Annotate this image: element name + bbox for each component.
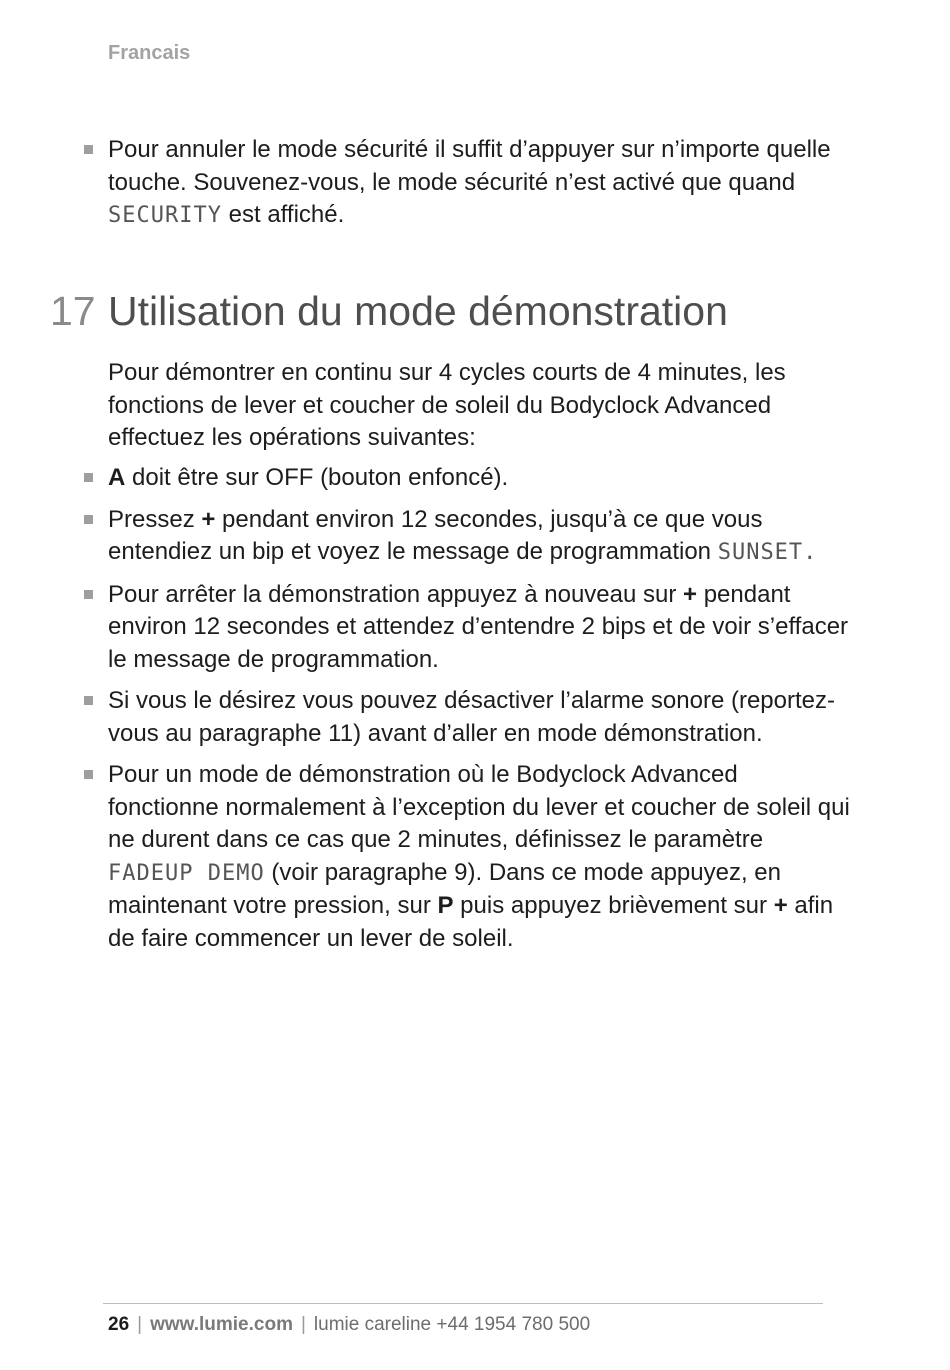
list-item bbox=[0, 462, 950, 495]
section-number: 17 bbox=[50, 288, 96, 334]
running-header-language: Francais bbox=[108, 42, 191, 64]
bullet-text: Pour un mode de démonstration où le Bodyclock Advanced fonctionne normalement à l’exception du lever et coucher de soleil qui ne durent dans ce cas que 2 minutes, définissez le paramètre bbox=[108, 761, 850, 853]
list-item bbox=[0, 504, 950, 570]
square-bullet-icon bbox=[84, 145, 93, 154]
footer-separator: | bbox=[137, 1314, 143, 1335]
list-item-security bbox=[0, 134, 950, 233]
key-label: + bbox=[201, 505, 216, 533]
bullet-text: est affiché. bbox=[221, 201, 345, 228]
instruction-list bbox=[0, 462, 950, 964]
top-bullet-list bbox=[0, 134, 950, 242]
section-intro: Pour démontrer en continu sur 4 cycles courts de 4 minutes, les fonctions de lever et coucher de soleil du Bodyclock Advanced effectuez les opérations suivantes: bbox=[108, 359, 786, 451]
key-label: + bbox=[773, 892, 788, 919]
bullet-text: Pressez bbox=[108, 505, 202, 533]
section-title: Utilisation du mode démonstration bbox=[108, 288, 728, 334]
careline-text: lumie careline +44 1954 780 500 bbox=[313, 1314, 591, 1335]
footer-divider bbox=[103, 1303, 823, 1304]
key-label: A bbox=[108, 464, 126, 491]
key-label: P bbox=[437, 892, 454, 919]
key-label: + bbox=[683, 580, 698, 608]
bullet-text: (voir paragraphe 9). Dans ce mode appuyez, en maintenant votre pression, sur bbox=[108, 858, 781, 919]
website-link[interactable]: www.lumie.com bbox=[150, 1314, 293, 1335]
square-bullet-icon bbox=[84, 770, 93, 779]
lcd-display-text: SECURITY bbox=[108, 203, 222, 228]
square-bullet-icon bbox=[84, 696, 93, 705]
bullet-text: pendant environ 12 secondes, jusqu’à ce que vous entendiez un bip et voyez le message de programmation bbox=[108, 505, 763, 565]
bullet-text: Pour arrêter la démonstration appuyez à nouveau sur bbox=[108, 580, 684, 608]
footer-separator: | bbox=[300, 1314, 306, 1335]
bullet-text: Si vous le désirez vous pouvez désactiver l’alarme sonore (reportez-vous au paragraphe 11) avant d’aller en mode démonstration. bbox=[108, 687, 835, 747]
square-bullet-icon bbox=[84, 590, 93, 599]
bullet-text: puis appuyez brièvement sur bbox=[453, 892, 774, 919]
page-number: 26 bbox=[108, 1314, 130, 1335]
lcd-display-text: FADEUP DEMO bbox=[108, 860, 265, 886]
square-bullet-icon bbox=[84, 515, 93, 524]
list-item bbox=[0, 759, 950, 955]
lcd-display-text: SUNSET. bbox=[717, 540, 818, 565]
bullet-text: doit être sur OFF (bouton enfoncé). bbox=[125, 464, 509, 491]
bullet-text: pendant environ 12 secondes et attendez d’entendre 2 bips et de voir s’effacer le message de programmation. bbox=[108, 580, 849, 673]
list-item bbox=[0, 579, 950, 677]
square-bullet-icon bbox=[84, 473, 93, 482]
list-item bbox=[0, 685, 950, 750]
bullet-text: afin de faire commencer un lever de soleil. bbox=[108, 892, 834, 952]
bullet-text: Pour annuler le mode sécurité il suffit d’appuyer sur n’importe quelle touche. Souvenez-vous, le mode sécurité n’est activé que quand bbox=[108, 136, 831, 196]
page-footer bbox=[108, 1314, 590, 1336]
